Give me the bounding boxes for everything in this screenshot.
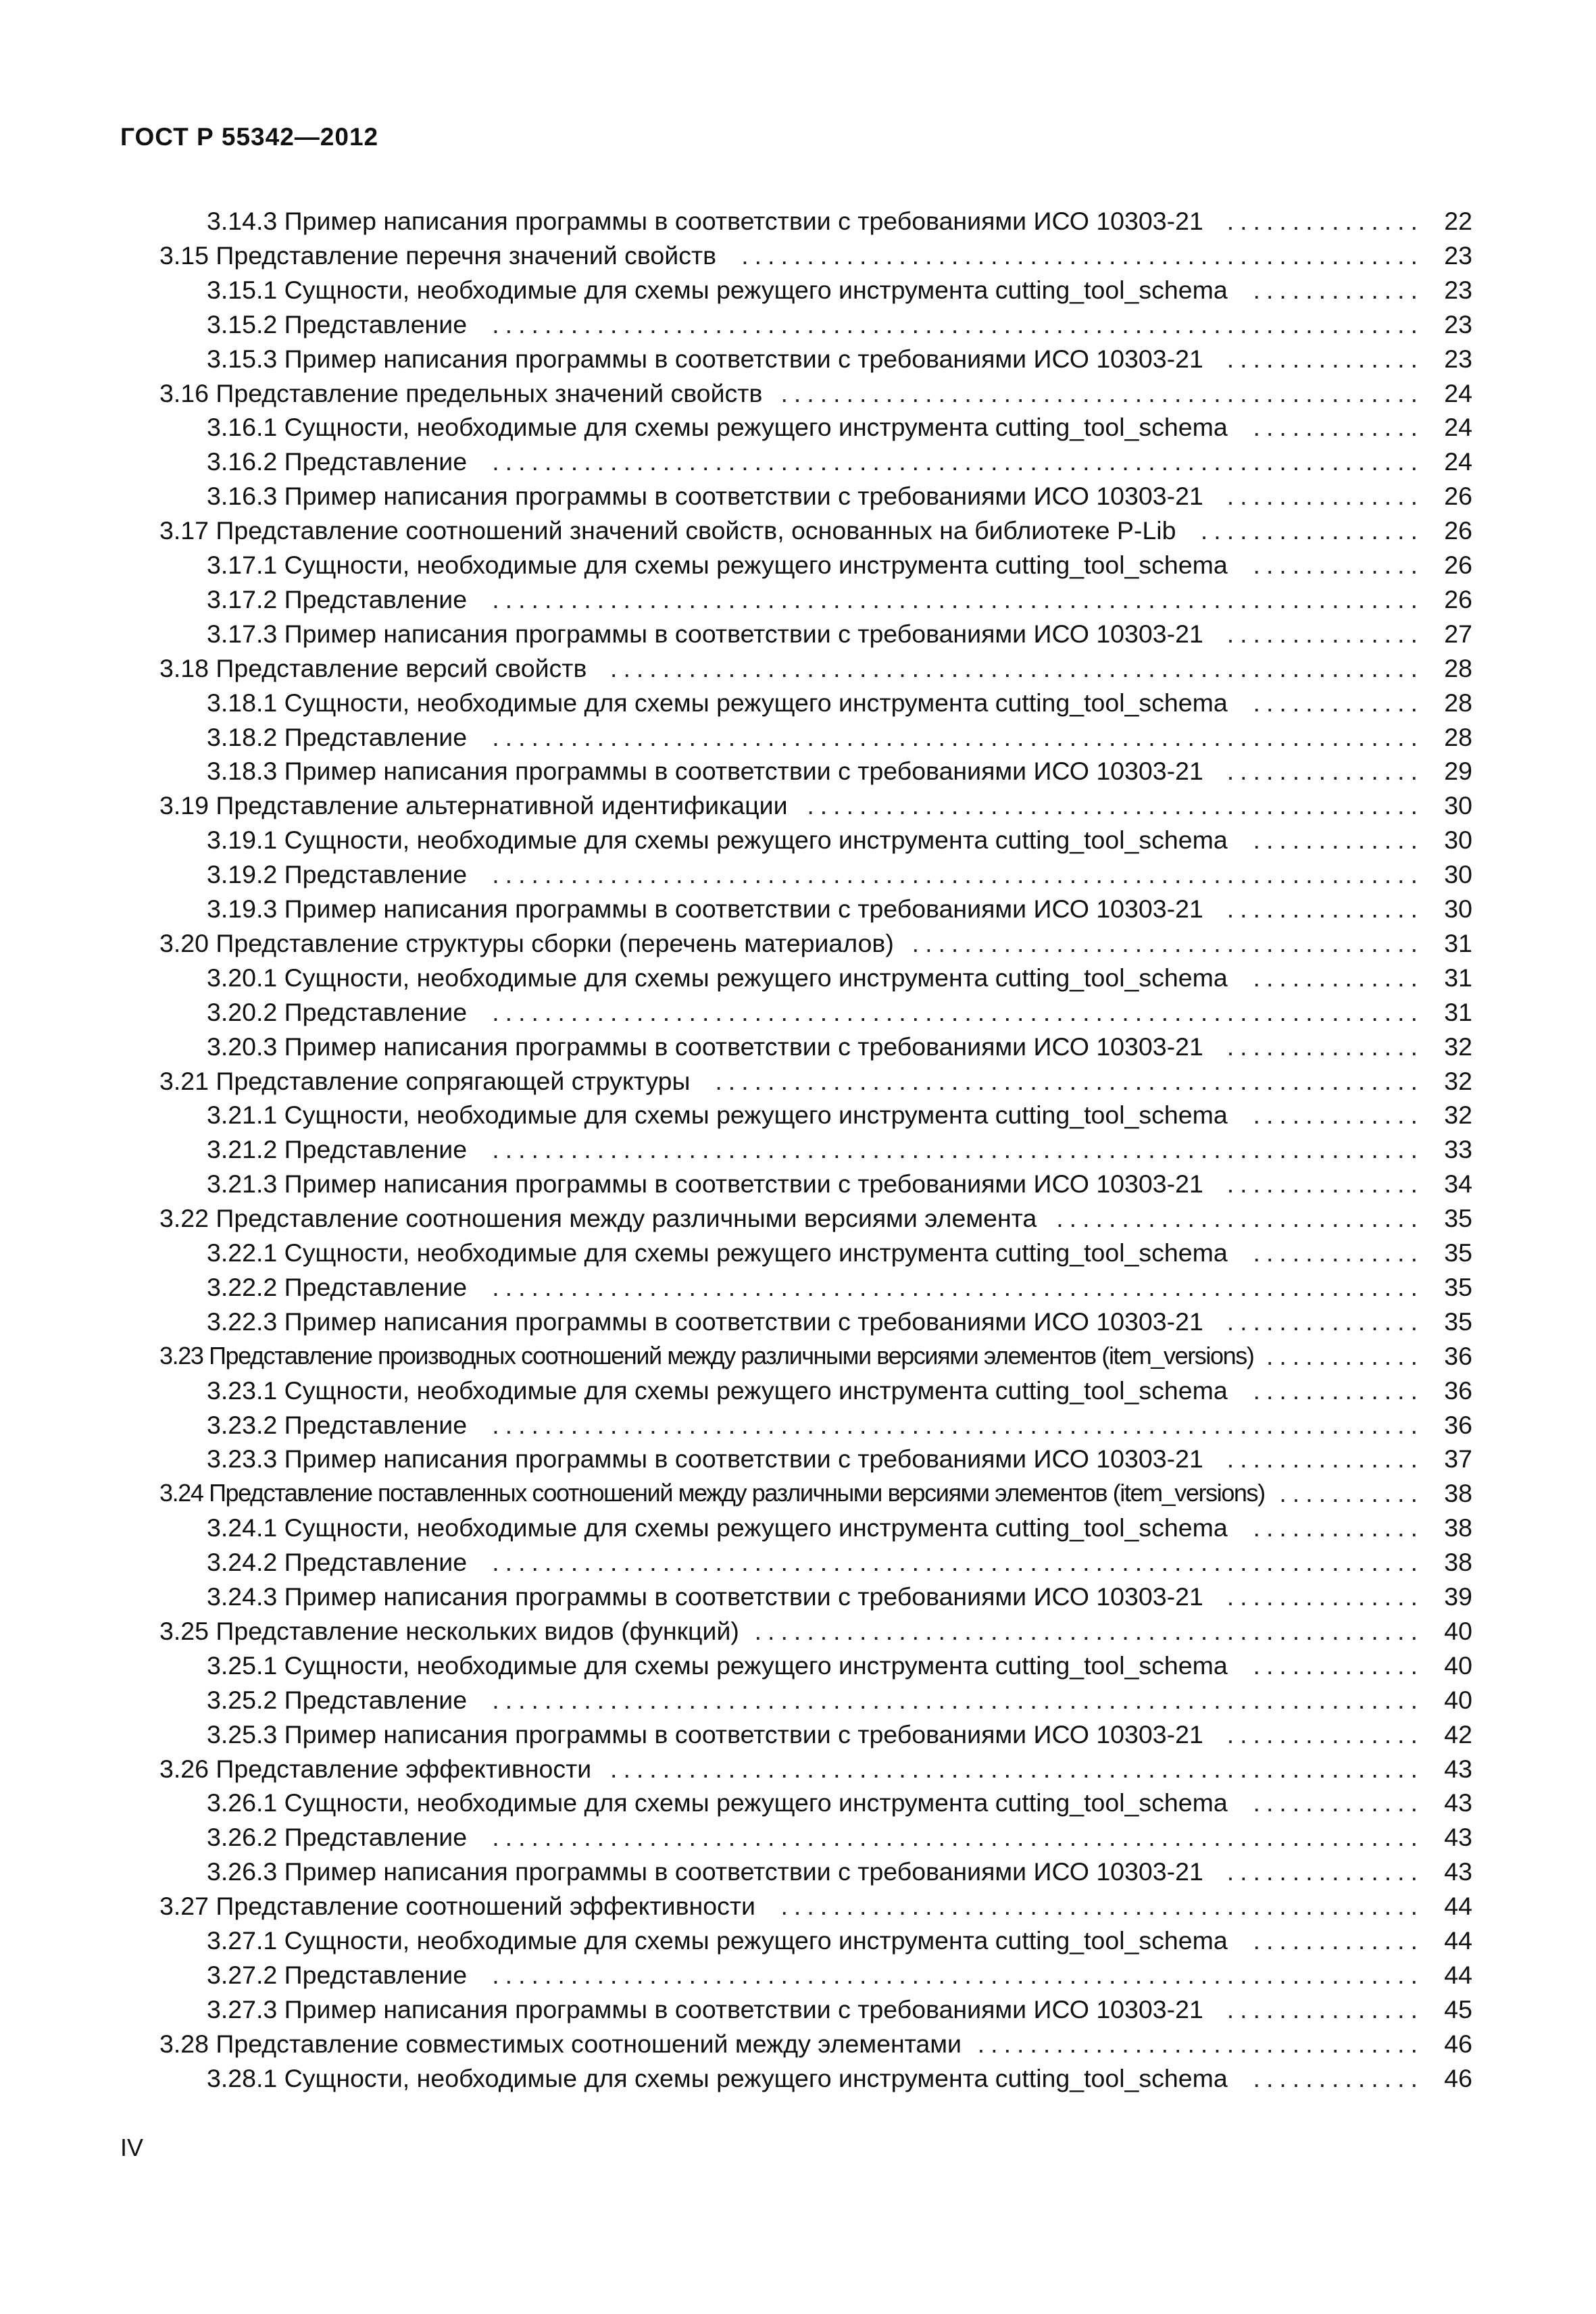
toc-entry-title: 3.19.3 Пример написания программы в соответствии с требованиями ИСО 10303-21 bbox=[207, 895, 1203, 923]
toc-entry[interactable] bbox=[0, 204, 1596, 238]
toc-entry-page: 46 bbox=[1444, 2029, 1472, 2058]
toc-entry-page: 42 bbox=[1444, 1719, 1472, 1749]
toc-entry-page: 44 bbox=[1444, 1892, 1472, 1921]
toc-entry-page: 26 bbox=[1444, 551, 1472, 579]
toc-leader-dots: .................................. bbox=[977, 2029, 1424, 2058]
toc-entry-title: 3.15.1 Сущности, необходимые для схемы режущего инструмента cutting_tool_schema bbox=[207, 275, 1228, 304]
toc-entry-page: 36 bbox=[1444, 1410, 1472, 1439]
toc-entry[interactable] bbox=[0, 926, 1596, 960]
toc-leader-dots: ....................................................................... bbox=[492, 584, 1424, 613]
toc-entry-title: 3.27.2 Представление bbox=[207, 1960, 468, 1989]
toc-leader-dots: ............. bbox=[1253, 1376, 1424, 1405]
toc-entry[interactable] bbox=[0, 479, 1596, 513]
toc-entry[interactable] bbox=[0, 1305, 1596, 1338]
toc-leader-dots: ........... bbox=[1279, 1479, 1424, 1508]
toc-entry-page: 24 bbox=[1444, 413, 1472, 442]
toc-entry-page: 28 bbox=[1444, 688, 1472, 717]
toc-entry-page: 38 bbox=[1444, 1548, 1472, 1577]
toc-leader-dots: ............... bbox=[1226, 619, 1424, 648]
toc-entry-page: 44 bbox=[1444, 1926, 1472, 1955]
toc-entry-title: 3.14.3 Пример написания программы в соответствии с требованиями ИСО 10303-21 bbox=[207, 207, 1203, 235]
toc-entry[interactable] bbox=[0, 238, 1596, 272]
toc-entry-title: 3.21.2 Представление bbox=[207, 1135, 468, 1164]
toc-entry[interactable] bbox=[0, 1614, 1596, 1648]
toc-entry-page: 33 bbox=[1444, 1135, 1472, 1164]
toc-entry-title: 3.25.1 Сущности, необходимые для схемы режущего инструмента cutting_tool_schema bbox=[207, 1651, 1228, 1680]
toc-entry[interactable] bbox=[0, 410, 1596, 444]
toc-entry-title: 3.23.3 Пример написания программы в соответствии с требованиями ИСО 10303-21 bbox=[207, 1444, 1203, 1474]
toc-entry[interactable] bbox=[0, 1098, 1596, 1132]
toc-leader-dots: ............. bbox=[1253, 1926, 1424, 1955]
toc-entry[interactable] bbox=[0, 1786, 1596, 1819]
toc-leader-dots: ............... bbox=[1226, 1032, 1424, 1061]
toc-entry[interactable] bbox=[0, 892, 1596, 926]
toc-entry-page: 43 bbox=[1444, 1857, 1472, 1886]
toc-entry-page: 36 bbox=[1444, 1341, 1472, 1370]
toc-leader-dots: ....................................................................... bbox=[492, 1548, 1424, 1577]
toc-leader-dots: .............................................................. bbox=[610, 1754, 1424, 1783]
toc-entry-page: 46 bbox=[1444, 2063, 1472, 2092]
toc-leader-dots: ....................................................................... bbox=[492, 860, 1424, 889]
toc-leader-dots: ............. bbox=[1253, 1651, 1424, 1680]
toc-entry-title: 3.16 Представление предельных значений свойств bbox=[159, 378, 763, 407]
toc-entry-title: 3.20.3 Пример написания программы в соответствии с требованиями ИСО 10303-21 bbox=[207, 1032, 1203, 1061]
toc-entry[interactable] bbox=[0, 651, 1596, 685]
toc-leader-dots: ............... bbox=[1226, 1994, 1424, 2023]
toc-entry[interactable] bbox=[0, 788, 1596, 822]
toc-entry-page: 28 bbox=[1444, 653, 1472, 682]
toc-leader-dots: ................................................. bbox=[780, 1892, 1424, 1921]
toc-leader-dots: ...................................................... bbox=[715, 1066, 1424, 1095]
toc-entry[interactable] bbox=[0, 1958, 1596, 1992]
toc-entry-title: 3.28 Представление совместимых соотношений между элементами bbox=[159, 2029, 962, 2058]
toc-leader-dots: .................................................... bbox=[741, 241, 1424, 270]
toc-leader-dots: ............... bbox=[1226, 1582, 1424, 1611]
toc-entry-title: 3.22 Представление соотношения между различными версиями элемента bbox=[159, 1204, 1037, 1233]
toc-entry-title: 3.18.2 Представление bbox=[207, 722, 468, 751]
toc-entry-title: 3.25.3 Пример написания программы в соответствии с требованиями ИСО 10303-21 bbox=[207, 1719, 1203, 1749]
toc-entry-page: 38 bbox=[1444, 1479, 1472, 1508]
toc-entry-page: 23 bbox=[1444, 344, 1472, 373]
toc-entry-title: 3.17.3 Пример написания программы в соответствии с требованиями ИСО 10303-21 bbox=[207, 619, 1203, 648]
toc-leader-dots: ............. bbox=[1253, 963, 1424, 992]
toc-entry-title: 3.24.2 Представление bbox=[207, 1548, 468, 1577]
toc-leader-dots: ....................................................................... bbox=[492, 447, 1424, 476]
toc-leader-dots: ................................................. bbox=[780, 378, 1424, 407]
toc-entry-title: 3.25 Представление нескольких видов (функций) bbox=[159, 1616, 739, 1645]
toc-entry[interactable] bbox=[0, 1339, 1596, 1373]
toc-entry-title: 3.19 Представление альтернативной идентификации bbox=[159, 791, 788, 820]
toc-entry[interactable] bbox=[0, 1374, 1596, 1407]
toc-leader-dots: ....................................................................... bbox=[492, 722, 1424, 751]
toc-leader-dots: ............... bbox=[1226, 757, 1424, 786]
toc-entry-title: 3.15.3 Пример написания программы в соответствии с требованиями ИСО 10303-21 bbox=[207, 344, 1203, 373]
toc-entry-page: 44 bbox=[1444, 1960, 1472, 1989]
toc-entry[interactable] bbox=[0, 686, 1596, 720]
toc-leader-dots: ....................................................................... bbox=[492, 1960, 1424, 1989]
toc-leader-dots: ....................................................................... bbox=[492, 309, 1424, 338]
toc-entry-page: 23 bbox=[1444, 241, 1472, 270]
toc-leader-dots: ....................................................................... bbox=[492, 1823, 1424, 1852]
toc-entry-title: 3.28.1 Сущности, необходимые для схемы режущего инструмента cutting_tool_schema bbox=[207, 2063, 1228, 2092]
toc-entry[interactable] bbox=[0, 1992, 1596, 2026]
toc-entry[interactable] bbox=[0, 445, 1596, 478]
toc-entry-title: 3.23 Представление производных соотношений между различными версиями элементов (item_versions) bbox=[159, 1341, 1254, 1369]
toc-entry-page: 22 bbox=[1444, 207, 1472, 235]
toc-entry-page: 27 bbox=[1444, 619, 1472, 648]
toc-entry-title: 3.27.3 Пример написания программы в соответствии с требованиями ИСО 10303-21 bbox=[207, 1994, 1203, 2023]
toc-entry[interactable] bbox=[0, 1476, 1596, 1510]
toc-entry[interactable] bbox=[0, 754, 1596, 788]
toc-leader-dots: ............... bbox=[1226, 1307, 1424, 1336]
toc-entry-title: 3.21.1 Сущности, необходимые для схемы режущего инструмента cutting_tool_schema bbox=[207, 1101, 1228, 1130]
toc-entry-page: 26 bbox=[1444, 516, 1472, 545]
page-number: IV bbox=[120, 2134, 144, 2161]
toc-leader-dots: ....................................... bbox=[912, 928, 1424, 957]
toc-entry[interactable] bbox=[0, 823, 1596, 857]
toc-entry-title: 3.22.1 Сущности, необходимые для схемы режущего инструмента cutting_tool_schema bbox=[207, 1238, 1228, 1267]
toc-entry-title: 3.19.1 Сущности, необходимые для схемы режущего инструмента cutting_tool_schema bbox=[207, 826, 1228, 855]
toc-entry-title: 3.17.2 Представление bbox=[207, 584, 468, 613]
toc-entry-page: 31 bbox=[1444, 928, 1472, 957]
toc-entry-page: 43 bbox=[1444, 1823, 1472, 1852]
toc-entry-page: 29 bbox=[1444, 757, 1472, 786]
toc-entry-page: 45 bbox=[1444, 1994, 1472, 2023]
toc-leader-dots: ............... bbox=[1226, 1444, 1424, 1474]
toc-entry[interactable] bbox=[0, 1889, 1596, 1923]
toc-entry-page: 36 bbox=[1444, 1376, 1472, 1405]
toc-entry-title: 3.22.2 Представление bbox=[207, 1272, 468, 1301]
toc-leader-dots: ............................................... bbox=[807, 791, 1424, 820]
toc-entry-page: 30 bbox=[1444, 826, 1472, 855]
toc-entry-page: 31 bbox=[1444, 963, 1472, 992]
toc-leader-dots: ............. bbox=[1253, 688, 1424, 717]
toc-entry[interactable] bbox=[0, 2027, 1596, 2061]
toc-entry-title: 3.26.3 Пример написания программы в соответствии с требованиями ИСО 10303-21 bbox=[207, 1857, 1203, 1886]
toc-leader-dots: ............ bbox=[1266, 1341, 1424, 1370]
toc-entry-title: 3.25.2 Представление bbox=[207, 1685, 468, 1714]
toc-leader-dots: ............... bbox=[1226, 895, 1424, 923]
toc-leader-dots: ................. bbox=[1200, 516, 1424, 545]
toc-entry-page: 32 bbox=[1444, 1032, 1472, 1061]
toc-entry-page: 40 bbox=[1444, 1685, 1472, 1714]
toc-entry[interactable] bbox=[0, 995, 1596, 1029]
toc-entry-page: 40 bbox=[1444, 1651, 1472, 1680]
toc-entry-page: 23 bbox=[1444, 309, 1472, 338]
toc-entry-title: 3.19.2 Представление bbox=[207, 860, 468, 889]
toc-entry-title: 3.27 Представление соотношений эффективности bbox=[159, 1892, 755, 1921]
toc-leader-dots: ....................................................................... bbox=[492, 1410, 1424, 1439]
toc-leader-dots: ............... bbox=[1226, 207, 1424, 235]
toc-entry-title: 3.20.1 Сущности, необходимые для схемы режущего инструмента cutting_tool_schema bbox=[207, 963, 1228, 992]
toc-entry[interactable] bbox=[0, 1683, 1596, 1717]
toc-entry-title: 3.18.3 Пример написания программы в соответствии с требованиями ИСО 10303-21 bbox=[207, 757, 1203, 786]
toc-leader-dots: ............. bbox=[1253, 2063, 1424, 2092]
toc-entry-page: 26 bbox=[1444, 584, 1472, 613]
toc-entry-page: 28 bbox=[1444, 722, 1472, 751]
toc-entry-page: 35 bbox=[1444, 1272, 1472, 1301]
toc-entry-title: 3.20 Представление структуры сборки (перечень материалов) bbox=[159, 928, 894, 957]
toc-entry-title: 3.16.2 Представление bbox=[207, 447, 468, 476]
toc-entry-title: 3.21 Представление сопрягающей структуры bbox=[159, 1066, 691, 1095]
toc-leader-dots: ............. bbox=[1253, 1101, 1424, 1130]
toc-entry-title: 3.18 Представление версий свойств bbox=[159, 653, 587, 682]
toc-entry[interactable] bbox=[0, 1820, 1596, 1854]
toc-entry[interactable] bbox=[0, 1717, 1596, 1751]
toc-entry-title: 3.22.3 Пример написания программы в соответствии с требованиями ИСО 10303-21 bbox=[207, 1307, 1203, 1336]
toc-entry[interactable] bbox=[0, 1236, 1596, 1269]
toc-leader-dots: ............... bbox=[1226, 1719, 1424, 1749]
toc-leader-dots: ....................................................................... bbox=[492, 997, 1424, 1026]
toc-leader-dots: ............... bbox=[1226, 344, 1424, 373]
toc-entry-title: 3.24.1 Сущности, необходимые для схемы режущего инструмента cutting_tool_schema bbox=[207, 1513, 1228, 1542]
toc-entry-title: 3.16.3 Пример написания программы в соответствии с требованиями ИСО 10303-21 bbox=[207, 482, 1203, 511]
toc-leader-dots: ....................................................................... bbox=[492, 1685, 1424, 1714]
toc-entry[interactable] bbox=[0, 376, 1596, 410]
toc-entry-title: 3.23.2 Представление bbox=[207, 1410, 468, 1439]
toc-leader-dots: ............... bbox=[1226, 1857, 1424, 1886]
toc-entry[interactable] bbox=[0, 2061, 1596, 2095]
toc-entry[interactable] bbox=[0, 617, 1596, 651]
toc-entry-page: 40 bbox=[1444, 1616, 1472, 1645]
toc-entry-page: 35 bbox=[1444, 1307, 1472, 1336]
toc-entry[interactable] bbox=[0, 1649, 1596, 1682]
toc-entry-title: 3.24.3 Пример написания программы в соответствии с требованиями ИСО 10303-21 bbox=[207, 1582, 1203, 1611]
toc-entry-page: 31 bbox=[1444, 997, 1472, 1026]
toc-entry-page: 38 bbox=[1444, 1513, 1472, 1542]
toc-entry-page: 30 bbox=[1444, 791, 1472, 820]
toc-entry[interactable] bbox=[0, 1132, 1596, 1166]
toc-entry[interactable] bbox=[0, 582, 1596, 616]
toc-leader-dots: ............. bbox=[1253, 1238, 1424, 1267]
toc-entry[interactable] bbox=[0, 1752, 1596, 1786]
toc-entry-title: 3.26.2 Представление bbox=[207, 1823, 468, 1852]
toc-entry[interactable] bbox=[0, 548, 1596, 582]
toc-entry-title: 3.17.1 Сущности, необходимые для схемы режущего инструмента cutting_tool_schema bbox=[207, 551, 1228, 579]
toc-entry-page: 32 bbox=[1444, 1066, 1472, 1095]
toc-entry[interactable] bbox=[0, 1923, 1596, 1957]
toc-entry[interactable] bbox=[0, 857, 1596, 891]
document-header: ГОСТ Р 55342—2012 bbox=[120, 123, 379, 151]
toc-entry-title: 3.17 Представление соотношений значений свойств, основанных на библиотеке P-Lib bbox=[159, 516, 1176, 545]
toc-entry-title: 3.15 Представление перечня значений свойств bbox=[159, 241, 717, 270]
toc-entry-page: 39 bbox=[1444, 1582, 1472, 1611]
toc-entry-title: 3.27.1 Сущности, необходимые для схемы режущего инструмента cutting_tool_schema bbox=[207, 1926, 1228, 1955]
toc-entry[interactable] bbox=[0, 1545, 1596, 1579]
toc-entry-title: 3.21.3 Пример написания программы в соответствии с требованиями ИСО 10303-21 bbox=[207, 1169, 1203, 1199]
toc-entry-page: 30 bbox=[1444, 860, 1472, 889]
toc-leader-dots: ............. bbox=[1253, 826, 1424, 855]
toc-entry-page: 43 bbox=[1444, 1754, 1472, 1783]
toc-entry-page: 34 bbox=[1444, 1169, 1472, 1199]
toc-entry-title: 3.24 Представление поставленных соотношений между различными версиями элементов (item_versions) bbox=[159, 1479, 1265, 1507]
toc-entry-title: 3.20.2 Представление bbox=[207, 997, 468, 1026]
toc-entry[interactable] bbox=[0, 342, 1596, 376]
toc-entry-title: 3.18.1 Сущности, необходимые для схемы режущего инструмента cutting_tool_schema bbox=[207, 688, 1228, 717]
toc-entry[interactable] bbox=[0, 1167, 1596, 1201]
toc-entry[interactable] bbox=[0, 1855, 1596, 1888]
toc-entry-title: 3.15.2 Представление bbox=[207, 309, 468, 338]
toc-entry[interactable] bbox=[0, 307, 1596, 341]
toc-leader-dots: ....................................................................... bbox=[492, 1135, 1424, 1164]
toc-entry-title: 3.23.1 Сущности, необходимые для схемы режущего инструмента cutting_tool_schema bbox=[207, 1376, 1228, 1405]
toc-leader-dots: ............................ bbox=[1056, 1204, 1424, 1233]
toc-leader-dots: ................................................... bbox=[754, 1616, 1424, 1645]
toc-entry-title: 3.26 Представление эффективности bbox=[159, 1754, 592, 1783]
toc-leader-dots: ............... bbox=[1226, 1169, 1424, 1199]
toc-leader-dots: ............. bbox=[1253, 413, 1424, 442]
toc-entry-page: 26 bbox=[1444, 482, 1472, 511]
toc-entry-page: 30 bbox=[1444, 895, 1472, 923]
toc-leader-dots: ....................................................................... bbox=[492, 1272, 1424, 1301]
toc-entry-page: 24 bbox=[1444, 378, 1472, 407]
toc-entry-page: 24 bbox=[1444, 447, 1472, 476]
toc-entry[interactable] bbox=[0, 1511, 1596, 1544]
toc-entry[interactable] bbox=[0, 1201, 1596, 1235]
toc-entry[interactable] bbox=[0, 1580, 1596, 1613]
toc-entry[interactable] bbox=[0, 1442, 1596, 1476]
toc-entry[interactable] bbox=[0, 1030, 1596, 1063]
toc-leader-dots: ............. bbox=[1253, 551, 1424, 579]
toc-entry[interactable] bbox=[0, 1408, 1596, 1442]
toc-entry-page: 23 bbox=[1444, 275, 1472, 304]
toc-leader-dots: .............................................................. bbox=[610, 653, 1424, 682]
toc-entry-page: 32 bbox=[1444, 1101, 1472, 1130]
toc-entry[interactable] bbox=[0, 1064, 1596, 1098]
toc-entry-page: 35 bbox=[1444, 1238, 1472, 1267]
toc-leader-dots: ............... bbox=[1226, 482, 1424, 511]
toc-entry-title: 3.26.1 Сущности, необходимые для схемы режущего инструмента cutting_tool_schema bbox=[207, 1788, 1228, 1817]
toc-entry-page: 35 bbox=[1444, 1204, 1472, 1233]
toc-entry-title: 3.16.1 Сущности, необходимые для схемы режущего инструмента cutting_tool_schema bbox=[207, 413, 1228, 442]
toc-leader-dots: ............. bbox=[1253, 1513, 1424, 1542]
toc-entry-page: 43 bbox=[1444, 1788, 1472, 1817]
toc-entry-page: 37 bbox=[1444, 1444, 1472, 1474]
toc-leader-dots: ............. bbox=[1253, 275, 1424, 304]
toc-entry[interactable] bbox=[0, 273, 1596, 307]
toc-leader-dots: ............. bbox=[1253, 1788, 1424, 1817]
toc-entry[interactable] bbox=[0, 1270, 1596, 1304]
toc-entry[interactable] bbox=[0, 720, 1596, 754]
toc-entry[interactable] bbox=[0, 513, 1596, 547]
toc-entry[interactable] bbox=[0, 961, 1596, 995]
